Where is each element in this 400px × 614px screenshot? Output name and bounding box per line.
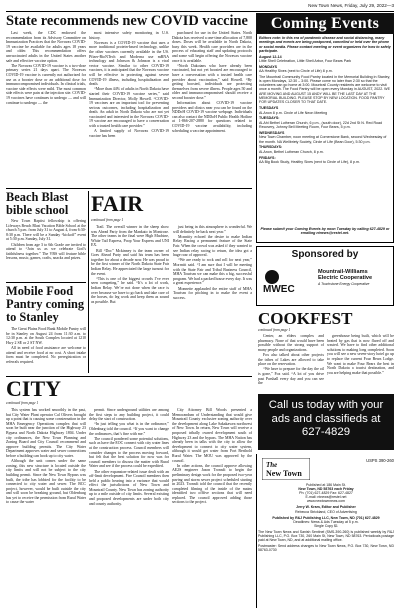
city-headline: CITY bbox=[6, 378, 62, 400]
event-text: Al-Anon, Bethel Lutheran Church, 8 p.m. bbox=[259, 149, 324, 154]
masthead-line: Ph: (701) 627-4829 Fax: 627-4827 bbox=[299, 491, 353, 496]
fair-paragraph: Mcnnitty echoed the desire to make Indian Relay Racing a permanent feature of the State Fair. When the crowd was asked if they wanted to see Indian relay racing to return, the idea got a huge roar of approval. bbox=[173, 234, 252, 258]
city-paragraph: Although the unit comes under the same zoning, this new structure is located outside the city limits and will not be subject to the city building permit. Since the New Town Bypass was built, the tribe has lobbied for the facility to be connected to city water and sewer. The BCC project, however, would be built outside the city and will soon be breaking ground, but Oldenburg has yet to receive the permission from Rural Water to cause the water bbox=[6, 459, 86, 505]
event-date: THURSDAYS: bbox=[259, 145, 283, 150]
covid-paragraph: The Novavax COVID-19 vaccine is a two-dose primary series 21 days apart. The Novavax COVID-19 vaccine is currently not authorized for use as a booster dose or an additional dose for immunocompromised individuals. In clinical trials, vaccine side effects were mild. The most common side effects were pain at the injection site. COVID-19 vaccines have continues to undergo — and will continue to undergo — the bbox=[6, 63, 86, 105]
ad-line: Call us today with your bbox=[268, 399, 384, 411]
fair-column-1 bbox=[91, 225, 169, 375]
masthead-line: Rebecca Strickland, CEO of Advertising bbox=[295, 509, 357, 514]
svg-text:The: The bbox=[266, 461, 278, 469]
masthead-line: Deadlines: News & Ads Tuesday at 5 p.m. bbox=[293, 519, 359, 524]
fair-headline: FAIR bbox=[91, 193, 144, 215]
event-date: WEDNESDAYS bbox=[259, 130, 285, 135]
covid-paragraph: Information about COVID-19 vaccine providers and clinics near you can be found on the NDDoH COVID-19 vaccine webpage. Individuals can also contact the NDDoH Public Health Hotline at 1-866-207-2880 for questions related to COVID-19 vaccine availability, including scheduling a vaccine appointment. bbox=[172, 101, 252, 133]
covid-headline: State recommends new COVID vaccine bbox=[6, 13, 248, 29]
city-paragraph: This system has worked smoothly in the past, but City Water Plant operator Cal Olivers brought up a point that is causing some consternation in the MHA Emergency Operations complex that will soon be built near the junction of the Highway 23 Bypass and North Dakota Highway 1804. Under city ordinances, the New Town Planning and Zoning Board and City Council recommend and approve building permits. The City Water Department approves water and sewer connections before a building can hook up to city water. bbox=[6, 408, 86, 458]
cookfest-column-1 bbox=[258, 334, 324, 390]
vbs-paragraph: New Town Baptist fellowship is offering Lifeways Beach Blast Vacation Bible School at the church 5 p.m. from July 31 to August 4, from 6:30-8:30 p.m. There will be a Sunday “kickoff” event at 5:30 p.m. Sunday, July 31. bbox=[6, 219, 86, 242]
coming-events-list bbox=[259, 36, 391, 241]
pantry-paragraph: The Great Plains Food Bank Mobile Pantry will be in Stanley on August 24 from 11:30 a.m. to 12:30 p.m. at the South Complex located at 1210 Hwy 2 SE or 2 ST NW. bbox=[6, 327, 86, 345]
masthead-line: New Town, ND 58763 each Friday bbox=[298, 487, 354, 492]
event-text: AA Healthy Sixes (next to Circle of Life) 8 p.m. bbox=[259, 69, 333, 74]
event-text: The Mountrail Community Food Pantry located in the Memorial Building in Stanley, is open Mondays, 12:30 – 3:00. Please come no later than 2:30 so that the volunteers can go home at 3:00. Mountrail County residents are welcome to visit once a month. The Food Pantry will be open every Monday in AUGUST, 2022. WE ARE MOVING AND AUGUST 15 ANDY WILL BE THE LAST DAY AT THE MEMORIAL BUILDING. PLEASE STOP BY NEW LOCATION. FOOD PANTRY FOR UPDATES CLOSER TO THAT DATE. bbox=[259, 74, 391, 105]
masthead-line: Postmaster: Send address changes to New Town News, P.O. Box 730, New Town, ND 58763-0730 bbox=[258, 544, 394, 553]
masthead-line: Single Copy $1 bbox=[314, 523, 338, 528]
covid-column-3 bbox=[172, 31, 252, 186]
svg-text:New Town: New Town bbox=[266, 469, 302, 478]
event-date: FRIDAYS: bbox=[259, 155, 276, 160]
event-item bbox=[259, 116, 391, 129]
fair-paragraph: just being in this atmosphere is wonderful. We will definitely be back next year.” bbox=[173, 225, 252, 234]
event-item bbox=[259, 145, 391, 154]
fair-paragraph: “We are ready to rock and roll for next year,” Morrnitt said. “I am sure that I will be meeting with the State Fair and Tribal Business Council, MHA Tourism we can make this a big, successful program. We had a packed house every day. It was a great experience.” bbox=[173, 258, 252, 286]
fair-column-2 bbox=[173, 225, 252, 375]
event-date: TUESDAYS bbox=[259, 106, 279, 111]
mwec-logo-icon bbox=[262, 265, 314, 295]
vbs-headline: Beach Blast bible school bbox=[6, 191, 69, 217]
covid-paragraph: “More than 44% of adults in North Dakota have started their COVID-19 vaccine series,” said Immunization Director, Molly Howell. “COVID-19 vaccines are an important tool for preventing serious outcomes, including hospitalization and death. An adult in North Dakota who are not yet vaccinated and interested in the Novavax COVID-19 vaccine are encouraged to have a conversation with a trusted health care provider.” bbox=[89, 87, 169, 129]
ad-phone: 627-4829 bbox=[301, 426, 351, 439]
city-paragraph: The other expansion-related issue dealt with an off-limit development. Fire Council members then held a public hearing into a variance that would effect the jurisdictions of New Town and Mountrail County. New Town has zoning authority up to a mile outside of city limits. Several existing and proposed developments are under both city and county authority. bbox=[89, 469, 169, 506]
vbs-paragraph: Children from age 3 to 6th Grade are invited to attend to “Join us as we celebrate God’s faithfulness together.” The VBS will feature bible lessons, music, games, crafts, snacks and prizes. bbox=[6, 242, 86, 261]
fair-paragraph: Bill “Doc” Mckinney is the team owner of Goes Ahead Party and said his team has been together for about a decade now. He was proud to be the first winner of the North Dakota State Fair Indian Relay. He appreciated the large turnout for the event. bbox=[91, 248, 169, 276]
fair-paragraph: “This is one of the biggest crowds I’ve ever seen competing,” he said. “It’s a lot of work, Indian Relay. We’re not done when the race is over because we have to go back and take care of the horses, do leg work and keep them as sound as possible. But bbox=[91, 276, 169, 304]
covid-paragraph: “North Dakotans who have already been vaccinated, but not yet boosted are encouraged to have a conversation with a trusted health care provider about vaccination,” said Howell. “By getting boosted, individuals are protecting themselves from severe illness. People ages 50 and older and immunocompromised should receive a second booster dose.” bbox=[172, 63, 252, 100]
fair-paragraph: Monnette applauded the entire staff of MHA Tourism for pitching in to make the event a success. bbox=[173, 286, 252, 300]
coming-events-note: Editors note: In this era of pandemic disease and social distancing, many meetings and events are being postponed, cancelled or held over the phone or social media. Please contact meeting or event organizers for how to safely participate. bbox=[259, 36, 391, 53]
city-column-2 bbox=[89, 408, 169, 610]
fair-paragraph: Trail. The overall winner in the sheep show was Ahead Party from the Mankato in Montrose. The other teams in the final were High Machine, White Tail Express, Poop Your Express and UNI EX. bbox=[91, 225, 169, 248]
pantry-headline: Mobile Food Pantry coming to Stanley bbox=[6, 285, 85, 324]
city-column-1 bbox=[6, 408, 86, 610]
event-text: AA Big Book Study, Healthy Sixes (next to Circle of Life), 8 p.m. bbox=[259, 159, 361, 164]
event-item bbox=[259, 156, 391, 165]
cookfest-headline: COOKFEST bbox=[258, 309, 353, 328]
column-rule bbox=[256, 454, 257, 608]
city-column-3 bbox=[172, 408, 252, 610]
event-text: Al-Ahi Bethel Lutheran Church, 6 p.m., (south door), 22d 2nd St N. Red Road Recovery, Johnny Bell Meeting Room, Four Bears, 5 p.m. bbox=[259, 120, 383, 130]
sponsor-name-line: Mountrail-Williams bbox=[318, 269, 368, 275]
covid-paragraph: Last week, the CDC endorsed the recommendation from its Advisory Committee on Immunization Practices that the Novavax COVID-19 vaccine be available for adults ages 18 years and older. This recommendation offers unvaccinated adults in the United States another safe and effective vaccine option. bbox=[6, 31, 86, 63]
event-text: New Town Chamber, noon meeting at Cornerstone Bank, second Wednesday of the month. NA Wellbriety Society, Circle of Life (Bean Door), 5:30 p.m. bbox=[259, 135, 387, 144]
event-item bbox=[259, 55, 391, 64]
coming-events-title: Coming Events bbox=[256, 13, 394, 34]
city-paragraph: The council pondered some potential solutions, such as have the EOC connect with city water lines at the construction process. Council members will consider changes to the process moving forward, but felt that the best solution for now was for council members to discuss the matter with Rural Water and see if the process could be expedited. bbox=[89, 436, 169, 469]
event-item bbox=[259, 106, 391, 115]
sponsor-name bbox=[318, 269, 392, 288]
section-rule bbox=[6, 188, 252, 189]
masthead-line: E-mail: ntnews@restel.net bbox=[305, 495, 347, 500]
masthead-line: Jerry W. Kram, Editor and Publisher bbox=[296, 505, 356, 510]
sponsor-tagline: A Touchstone Energy Cooperative bbox=[318, 282, 370, 287]
city-paragraph: “In just telling you what is in the ordinance,” Oldenburg told the council. “If you want to change the ordinances, that’s fine with me.” bbox=[89, 422, 169, 436]
city-continued: continued from page 1 bbox=[6, 401, 39, 405]
new-town-news-logo-icon bbox=[262, 458, 310, 480]
event-text: Little Shell Celebration, Little Shell Arbor, Four Bears Park bbox=[259, 59, 352, 64]
column-rule bbox=[88, 191, 89, 373]
covid-paragraph: Novavax is a COVID-19 vaccine that uses a more traditional protein-based technology, unlike the other vaccines currently available in the US. Pfizer-BioNTech and Moderna use mRNA technology and Johnson & Johnson is a viral vector vaccine. Similar to other COVID-19 vaccines, it is anticipated that the Novavax vaccine will be effective in protecting against severe COVID-19 illness, including hospitalization and death. bbox=[89, 40, 169, 87]
vbs-body bbox=[6, 219, 86, 281]
ad-line: ads and classifieds at bbox=[271, 412, 381, 425]
usps-number: USPS 390-260 bbox=[366, 458, 394, 463]
masthead-info bbox=[258, 483, 394, 608]
city-paragraph: In other actions, the council approve allowing AE2S engineer Jason Tronsdi to begin the preliminary design work for the proposed two-year paving and storm sewer project scheduled starting in 2023. Tronsdi told the council that the recently completed filming of the inside of the mains identified two offfive sections that will need replaced. The council approved adding those sections to the project. bbox=[172, 463, 252, 505]
fair-continued: continued from page 1 bbox=[91, 218, 124, 222]
covid-column-1 bbox=[6, 31, 86, 186]
section-rule bbox=[6, 376, 252, 377]
masthead-line: www.newtownnews.com bbox=[307, 499, 345, 504]
section-rule bbox=[6, 282, 86, 283]
covid-paragraph: most intensive safety monitoring in U.S. history. bbox=[89, 31, 169, 40]
sponsor-label: Sponsored by bbox=[291, 249, 359, 260]
newspaper-page bbox=[6, 3, 394, 611]
cookfest-continued: continued from page 1 bbox=[258, 328, 291, 332]
cookfest-paragraph: Center, an elders complex and pharmacy. None of that would have been possible without the strong support of many people and organizations. bbox=[258, 334, 324, 352]
city-paragraph: City Attorney Bill Woods presented a Memorandum of Understanding that would give Mountrail County exclusive zoning authority over the development along Lake Sakakawea northwest of New Town. In return, New Town will receive a proposed tribally owned development south of Highway 23 and the bypass. The MHA Nation has already been in talks with the city to allow the development to connect to city water system, although it would get water from Fort Berthold Rural Water. The MOU was approved by the council. bbox=[172, 408, 252, 463]
cookfest-paragraph: Fox also talked about other projects the tribes of Lakes are allowed to take place on the reservation. bbox=[258, 352, 324, 367]
header-rule bbox=[6, 11, 394, 12]
cookfest-column-2 bbox=[327, 334, 394, 390]
pantry-paragraph: All in need of food assistance are welcome to attend and receive food at no cost. A short intake form must be completed. No preregistration or referrals required. bbox=[6, 345, 86, 364]
classifieds-ad bbox=[258, 394, 394, 450]
masthead-line: Published at 186 Main St. bbox=[306, 483, 346, 487]
sponsor-name-line: Electric Cooperative bbox=[318, 275, 373, 282]
city-paragraph: permit. Since underground utilities are among the first steps to any building project, it could delay the start of construction. bbox=[89, 408, 169, 422]
covid-column-2 bbox=[89, 31, 169, 186]
masthead-line: Published by R&J Publishing LLC, New Town, ND (701) 627-4829 bbox=[272, 515, 380, 520]
masthead-line: The New Town News and Sanish Sentinel (SMS-390-260) is published weekly by R&J Publishing LLC, P.O. Box 730, 260 Main St, New Town, ND 58763. Periodicals postage paid at New Town, ND, and at additional mailing office. bbox=[258, 529, 394, 543]
pantry-body bbox=[6, 327, 86, 375]
event-date: TUESDAYS: bbox=[259, 116, 280, 121]
covid-paragraph: A limited supply of Novavax COVID-19 vaccine has been bbox=[89, 129, 169, 138]
event-date: MONDAYS bbox=[259, 64, 278, 69]
cookfest-paragraph: greenhouse being built, which will be heated by gas that is now flared off and wasted. We have to find other additional solutions to making long completed. Soon you will see a new seven-story hotel go up to replace the current Four Bears Lodge. We want to make Four Bears the best in North Dakota a tourist destination, and you are helping make that possible.” bbox=[327, 334, 394, 375]
event-item bbox=[259, 65, 391, 74]
event-text: Al-Anon 8 p.m. Circle of Life Neon Meeting bbox=[259, 110, 328, 115]
event-date: August 12-14 bbox=[259, 54, 282, 59]
event-item bbox=[259, 75, 391, 105]
running-head: New Town News, Friday, July 29, 2022—3 bbox=[308, 3, 394, 8]
coming-events-footer: Please submit your Coming Events by noon Tuesday by calling 627-4829 or emailing ntnews@restel.net. bbox=[260, 227, 390, 236]
mwec-logo-text: MWEC bbox=[263, 284, 295, 295]
event-item bbox=[259, 131, 391, 144]
covid-paragraph: purchased for use in the United States. North Dakota has received a one-time allocation of 7,800 doses. Doses will be available in North Dakota, busy this week. Health care providers are in the process of educating staff and updating protocols and some will begin offering the Novavax vaccine once it is available. bbox=[172, 31, 252, 63]
cookfest-paragraph: “We have to prepare for the day the oil is gone,” Fox said. “A lot of you drive past Parshall every day and you can see the bbox=[258, 367, 324, 386]
